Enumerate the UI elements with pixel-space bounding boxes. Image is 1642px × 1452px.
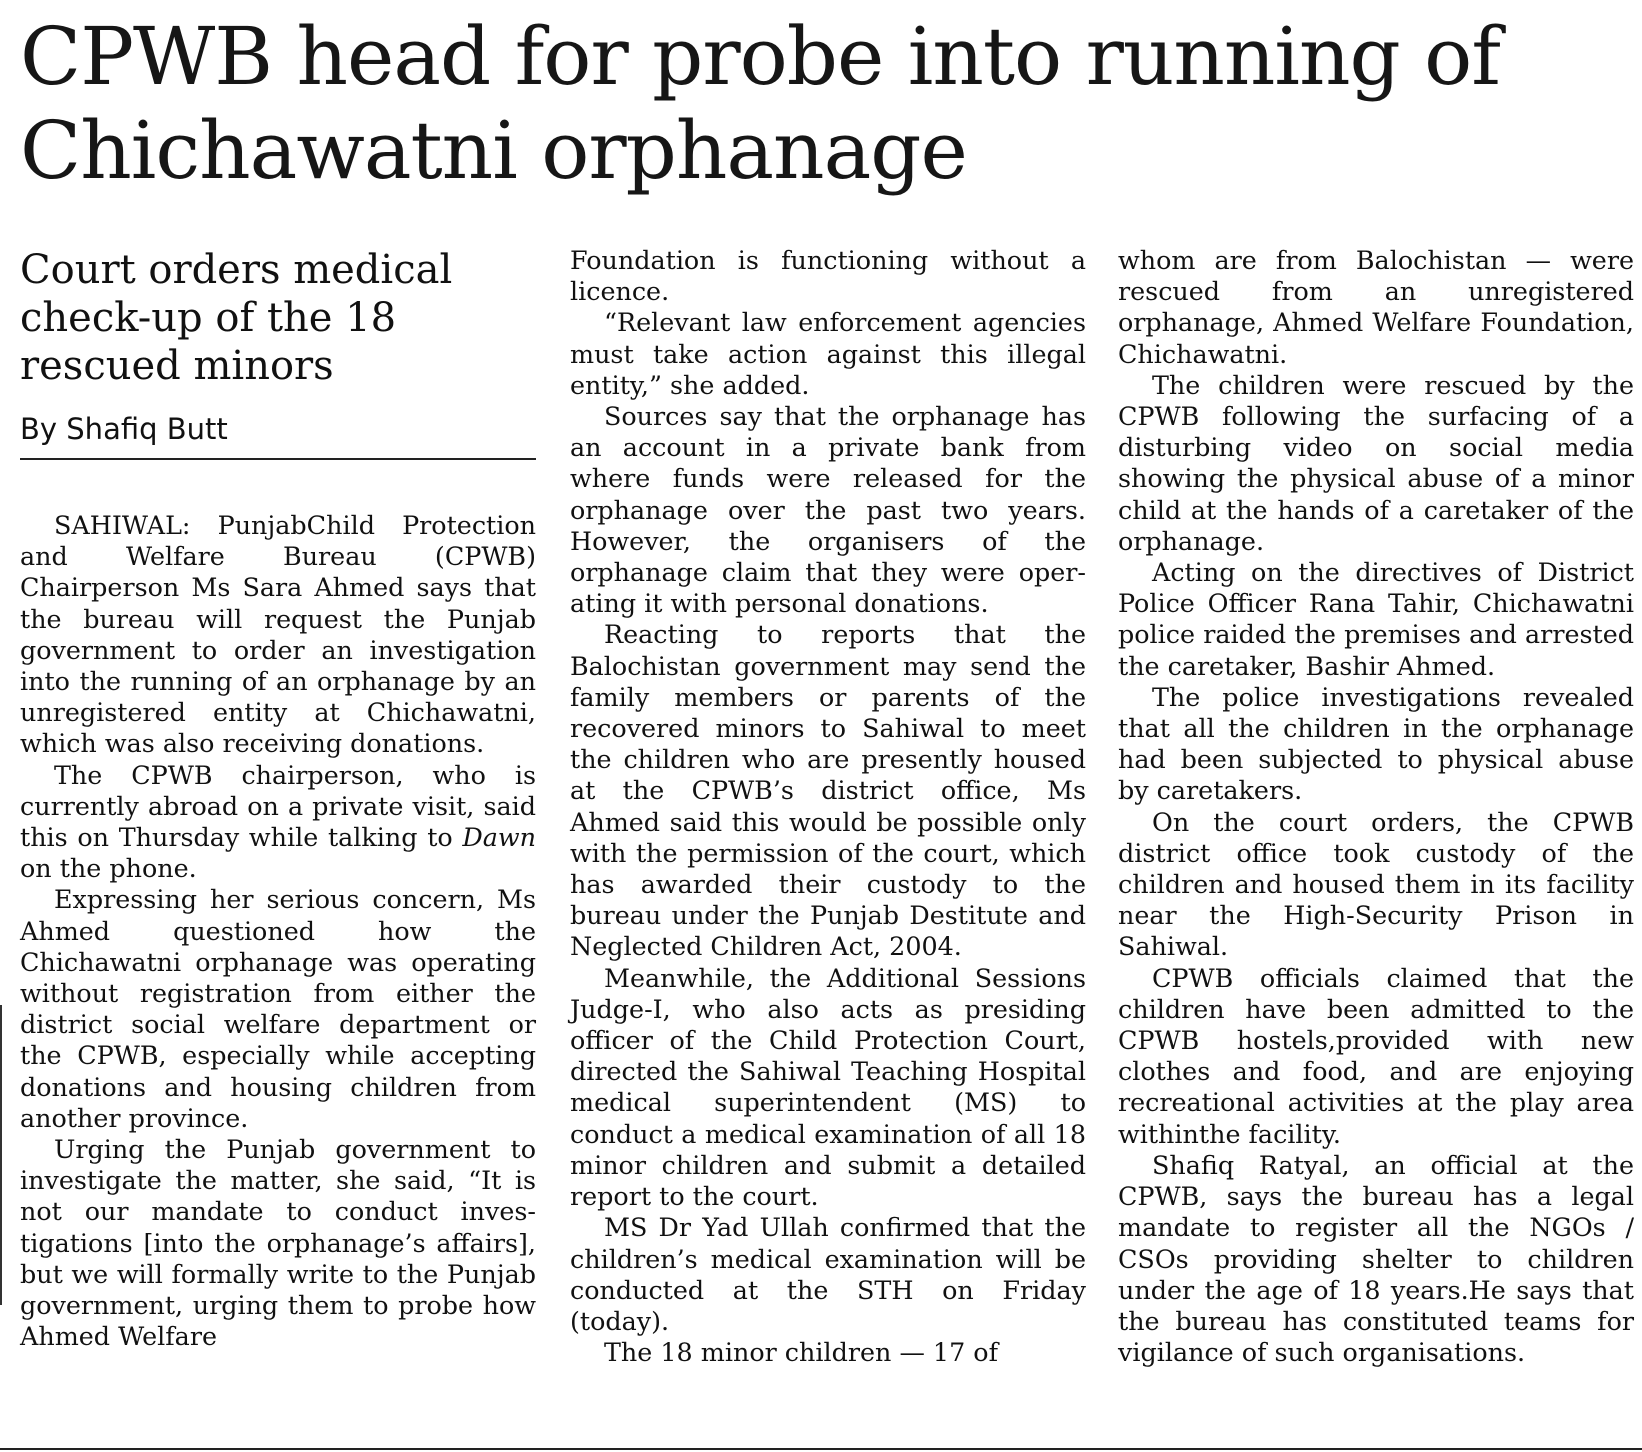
paragraph-text: The CPWB chairperson, who is currently abroad on a private visit, said this on Thursday while talking to bbox=[20, 759, 536, 853]
paragraph-text: PunjabChild Protection and Welfare Bureau (CPWB) Chairperson Ms Sara Ahmed says that the bureau will request the Punjab government to order an investigation into the running of an orphanage by an unregistered entity at Chichawatni, which was also receiving donations. bbox=[20, 510, 536, 759]
article-paragraph: The police investigations revealed that all the children in the orphanage had been subjected to physical abuse by caretakers. bbox=[1118, 681, 1634, 806]
article-paragraph: Urging the Punjab government to investigate the matter, she said, “It is not our mandate to conduct investigations [into the orphanage’s affairs], but we will formally write to the Punjab government, urging them to probe how Ahmed Welfare bbox=[20, 1134, 536, 1352]
article-paragraph: Sources say that the orphanage has an account in a private bank from where funds were released for the orphanage over the past two years. However, the organisers of the orphanage claim that they were operating it with personal donations. bbox=[570, 401, 1086, 619]
newspaper-name: Dawn bbox=[462, 822, 536, 853]
article-paragraph bbox=[20, 760, 536, 885]
article-paragraph: MS Dr Yad Ullah confirmed that the children’s medical examination will be conducted at the STH on Friday (today). bbox=[570, 1212, 1086, 1336]
article-paragraph: CPWB officials claimed that the children have been admitted to the CPWB hostels,provided with new clothes and food, and are enjoying recreational activities at the play area withinthe facility. bbox=[1118, 962, 1634, 1149]
article-paragraph: On the court orders, the CPWB district office took custody of the children and housed them in its facility near the High-Security Prison in Sahiwal. bbox=[1118, 806, 1634, 962]
article-column-2 bbox=[570, 245, 1086, 1368]
dateline: SAHIWAL: bbox=[54, 510, 191, 540]
article-paragraph: “Relevant law enforcement agencies must take action against this illegal entity,” she added. bbox=[570, 307, 1086, 400]
subheadline: Court orders medical check-up of the 18 rescued minors bbox=[20, 247, 453, 389]
article-paragraph: Expressing her serious concern, Ms Ahmed questioned how the Chichawatni orphanage was operating without registration from either the district social welfare department or the CPWB, especially while accepting donations and housing children from another province. bbox=[20, 884, 536, 1133]
paragraph-text: on the phone. bbox=[20, 853, 197, 884]
article-paragraph: Meanwhile, the Additional Sessions Judge-I, who also acts as presiding officer of the Child Protection Court, directed the Sahiwal Teaching Hospital medical superintendent (MS) to conduct a medical examination of all 18 minor children and submit a detailed report to the court. bbox=[570, 962, 1086, 1212]
byline-divider bbox=[20, 458, 536, 460]
left-margin-rule bbox=[0, 1005, 2, 1305]
byline: By Shafiq Butt bbox=[20, 412, 228, 446]
article-paragraph: Shafiq Ratyal, an official at the CPWB, says the bureau has a legal mandate to register all the NGOs / CSOs providing shelter to children under the age of 18 years.He says that the bureau has constituted teams for vigilance of such organisations. bbox=[1118, 1149, 1634, 1368]
article-column-1 bbox=[20, 246, 536, 1352]
bottom-rule bbox=[0, 1448, 1642, 1450]
article-paragraph: The children were rescued by the CPWB following the surfacing of a disturbing video on social media showing the physical abuse of a minor child at the hands of a caretaker of the orphanage. bbox=[1118, 369, 1634, 556]
headline: CPWB head for probe into running of Chichawatni orphanage bbox=[20, 10, 1500, 197]
article-paragraph: Reacting to reports that the Balochistan government may send the family members or parents of the recovered minors to Sahiwal to meet the children who are presently housed at the CPWB’s district office, Ms Ahmed said this would be possible only with the permission of the court, which has awarded their custody to the bureau under the Punjab Destitute and Neglected Children Act, 2004. bbox=[570, 619, 1086, 962]
article-paragraph: Acting on the directives of District Police Officer Rana Tahir, Chichawatni police raided the premises and arrested the caretaker, Bashir Ahmed. bbox=[1118, 557, 1634, 681]
article-paragraph-continued: whom are from Balochistan — were rescued from an unregistered orphanage, Ahmed Welfare Foundation, Chichawatni. bbox=[1118, 245, 1634, 369]
article-paragraph-continued: Foundation is functioning without a licence. bbox=[570, 245, 1086, 307]
article-column-3 bbox=[1118, 245, 1634, 1368]
article-paragraph bbox=[20, 510, 536, 760]
article-paragraph: The 18 minor children — 17 of bbox=[604, 1337, 998, 1368]
